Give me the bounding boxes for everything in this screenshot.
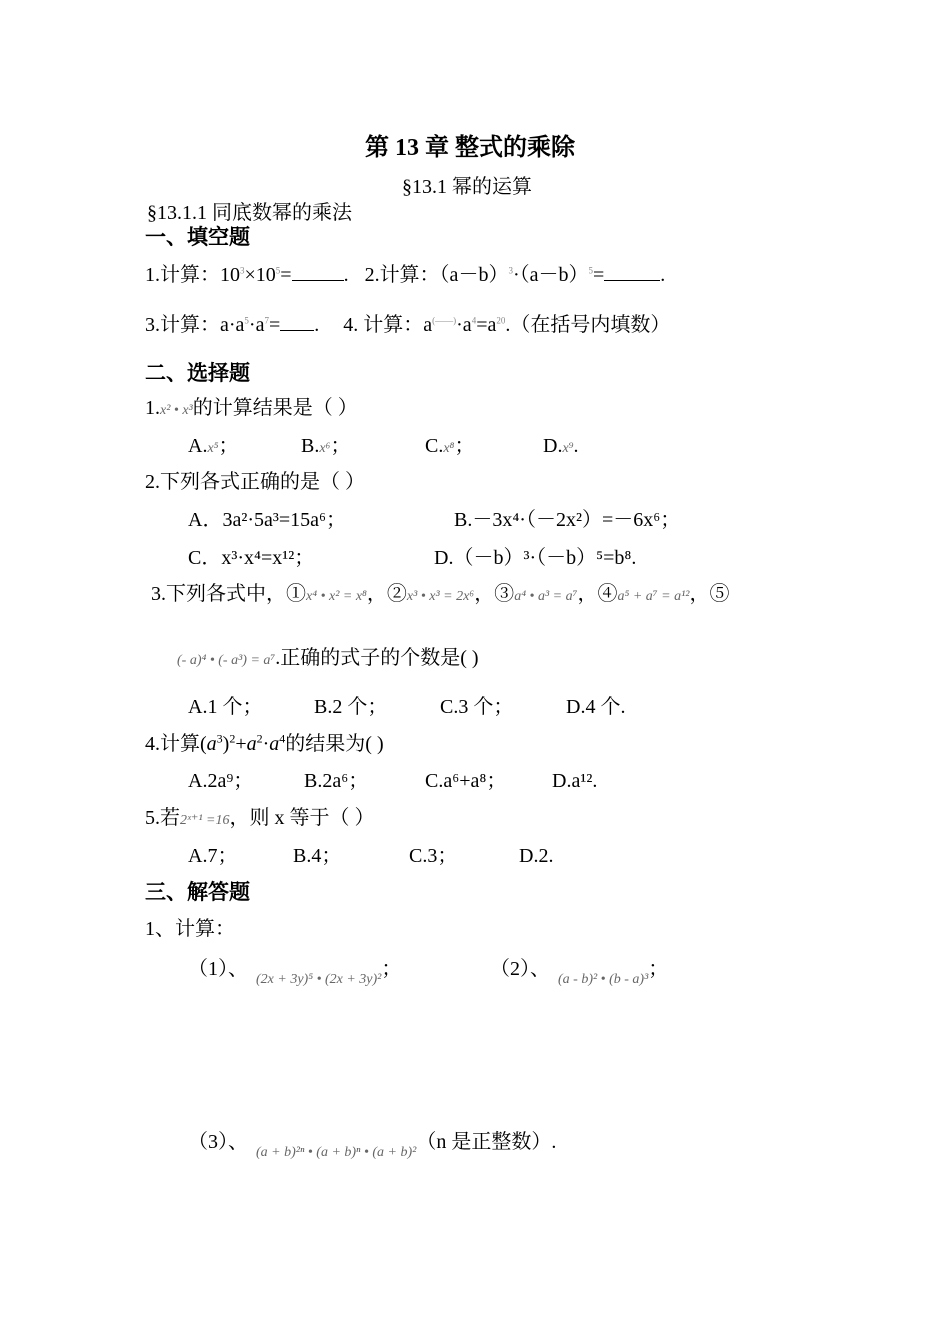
choice-q1-option-d[interactable]: D.x⁹. (543, 435, 579, 457)
choice-q1-text: 的计算结果是（ ） (192, 397, 358, 419)
q4-end: .（在括号内填数） (505, 314, 671, 336)
q1-text: 1.计算：10 (145, 264, 240, 286)
section-title: §13.1 幂的运算 (402, 176, 532, 198)
choice-q4-option-b[interactable]: B.2a⁶； (304, 770, 369, 792)
q2-text: 2.计算：（a－b） (364, 264, 509, 286)
q4-text: 4. 计算：a (343, 314, 433, 336)
solve-item-3: （3）、 $_{(a + b)^{2n} • (a + b)^n • (a + b)^2}$（n 是正整数）. (188, 1131, 557, 1160)
choice-q2-option-b[interactable]: B.－3x⁴·（－2x²）=－6x⁶； (454, 509, 681, 531)
choice-q1-math: x² • x³ (160, 403, 193, 418)
choice-q2-option-c[interactable]: C．x³·x⁴=x¹²； (188, 547, 315, 569)
solve-item-1: （1）、 $_{(2x + 3y)^5 • (2x + 3y)^2}$； (188, 958, 402, 987)
choice-q2-option-a[interactable]: A．3a²·5a³=15a⁶； (188, 509, 346, 531)
part3-heading: 三、解答题 (145, 880, 250, 904)
choice-q1-stem: 1.x² • x³的计算结果是（ ） (145, 397, 358, 419)
q1-end: . (343, 264, 349, 286)
choice-q1-option-c[interactable]: C.x⁸； (425, 435, 475, 457)
choice-q5-option-d[interactable]: D.2. (519, 845, 554, 867)
choice-q3-expr-5: (- a)⁴ • (- a³) = a⁷ (177, 653, 276, 668)
q4-exp-blank[interactable]: (——) (432, 315, 457, 326)
choice-q1-option-a[interactable]: A.x⁵； (188, 435, 239, 457)
q1-text-c: = (280, 264, 292, 286)
q1-exp1: 3 (240, 265, 245, 276)
fill-question-row-2 (145, 312, 670, 337)
solve-item-1-math: (2x + 3y)⁵ • (2x + 3y)² (256, 972, 382, 987)
q4-text-b: ·a (456, 314, 472, 336)
choice-q1-option-b[interactable]: B.x⁶； (301, 435, 351, 457)
q3-exp1: 5 (244, 315, 249, 326)
choice-q2-stem: 2.下列各式正确的是（ ） (145, 471, 365, 493)
subsection-title: §13.1.1 同底数幂的乘法 (147, 202, 352, 224)
q4-exp2: 4 (471, 315, 477, 326)
q3-text-c: = (268, 314, 281, 336)
part1-heading: 一、填空题 (145, 225, 250, 249)
q1-text-b: ×10 (244, 264, 276, 286)
choice-q3-expr-4: a⁵ + a⁷ = a¹² (617, 589, 690, 604)
choice-q3-stem: 3.下列各式中，①x⁴ • x² = x⁸，②x³ • x³ = 2x⁶，③a⁴ • a³ = a⁷，④a⁵ + a⁷ = a¹²，⑤ (151, 583, 730, 605)
part2-heading: 二、选择题 (145, 361, 250, 385)
q3-answer-blank[interactable] (280, 312, 314, 331)
choice-q3-expr-1: x⁴ • x² = x⁸ (306, 589, 367, 604)
page-title: 第 13 章 整式的乘除 (365, 135, 575, 161)
choice-q4-option-d[interactable]: D.a¹². (552, 770, 598, 792)
choice-q5-option-c[interactable]: C.3； (409, 845, 458, 867)
q3-end: . (314, 314, 320, 336)
choice-q4-stem: 4.计算$(a^3)^2+a^2\cdot a^4$的结果为( ) (145, 731, 384, 755)
q1-answer-blank[interactable] (292, 262, 344, 281)
choice-q3-expr-3: a⁴ • a³ = a⁷ (514, 589, 578, 604)
q3-text-b: ·a (248, 314, 265, 336)
choice-q5-stem: 5.若2ˣ⁺¹ =16，则 x 等于（ ） (145, 807, 375, 829)
q1-exp2: 5 (275, 265, 281, 276)
choice-q5-option-b[interactable]: B.4； (293, 845, 342, 867)
q2-text-b: ·（a－b） (512, 264, 589, 286)
choice-q5-option-a[interactable]: A.7； (188, 845, 238, 867)
choice-q2-option-d[interactable]: D.（－b）³·（－b）⁵=b⁸. (434, 547, 637, 569)
choice-q3-option-d[interactable]: D.4 个. (566, 696, 626, 718)
q2-exp1: 3 (508, 265, 513, 276)
solve-intro: 1、计算： (145, 918, 235, 940)
choice-q4-option-c[interactable]: C.a⁶+a⁸； (425, 770, 507, 792)
solve-item-3-math: (a + b)²ⁿ • (a + b)ⁿ • (a + b)² (256, 1145, 417, 1160)
fill-question-row-1 (145, 262, 665, 287)
choice-q3-expr-2: x³ • x³ = 2x⁶ (406, 589, 475, 604)
choice-q4-option-a[interactable]: A.2a⁹； (188, 770, 254, 792)
choice-q3-stem-cont: (- a)⁴ • (- a³) = a⁷.正确的式子的个数是( ) (177, 647, 479, 669)
q2-text-c: = (593, 264, 605, 286)
choice-q3-option-a[interactable]: A.1 个； (188, 696, 263, 718)
choice-q3-option-b[interactable]: B.2 个； (314, 696, 388, 718)
solve-item-2-math: (a - b)² • (b - a)³ (558, 972, 649, 987)
q2-answer-blank[interactable] (604, 262, 660, 281)
choice-q3-option-c[interactable]: C.3 个； (440, 696, 514, 718)
q2-end: . (660, 264, 666, 286)
q4-exp3: 20 (496, 315, 506, 326)
solve-item-2: （2）、 $_{(a - b)^2 • (b - a)^3}$； (490, 958, 669, 987)
q3-text: 3.计算：a·a (145, 314, 245, 336)
q3-exp2: 7 (264, 315, 269, 326)
choice-q5-math: 2ˣ⁺¹ =16 (180, 813, 230, 828)
q2-exp2: 5 (588, 265, 593, 276)
q4-text-c: =a (476, 314, 497, 336)
